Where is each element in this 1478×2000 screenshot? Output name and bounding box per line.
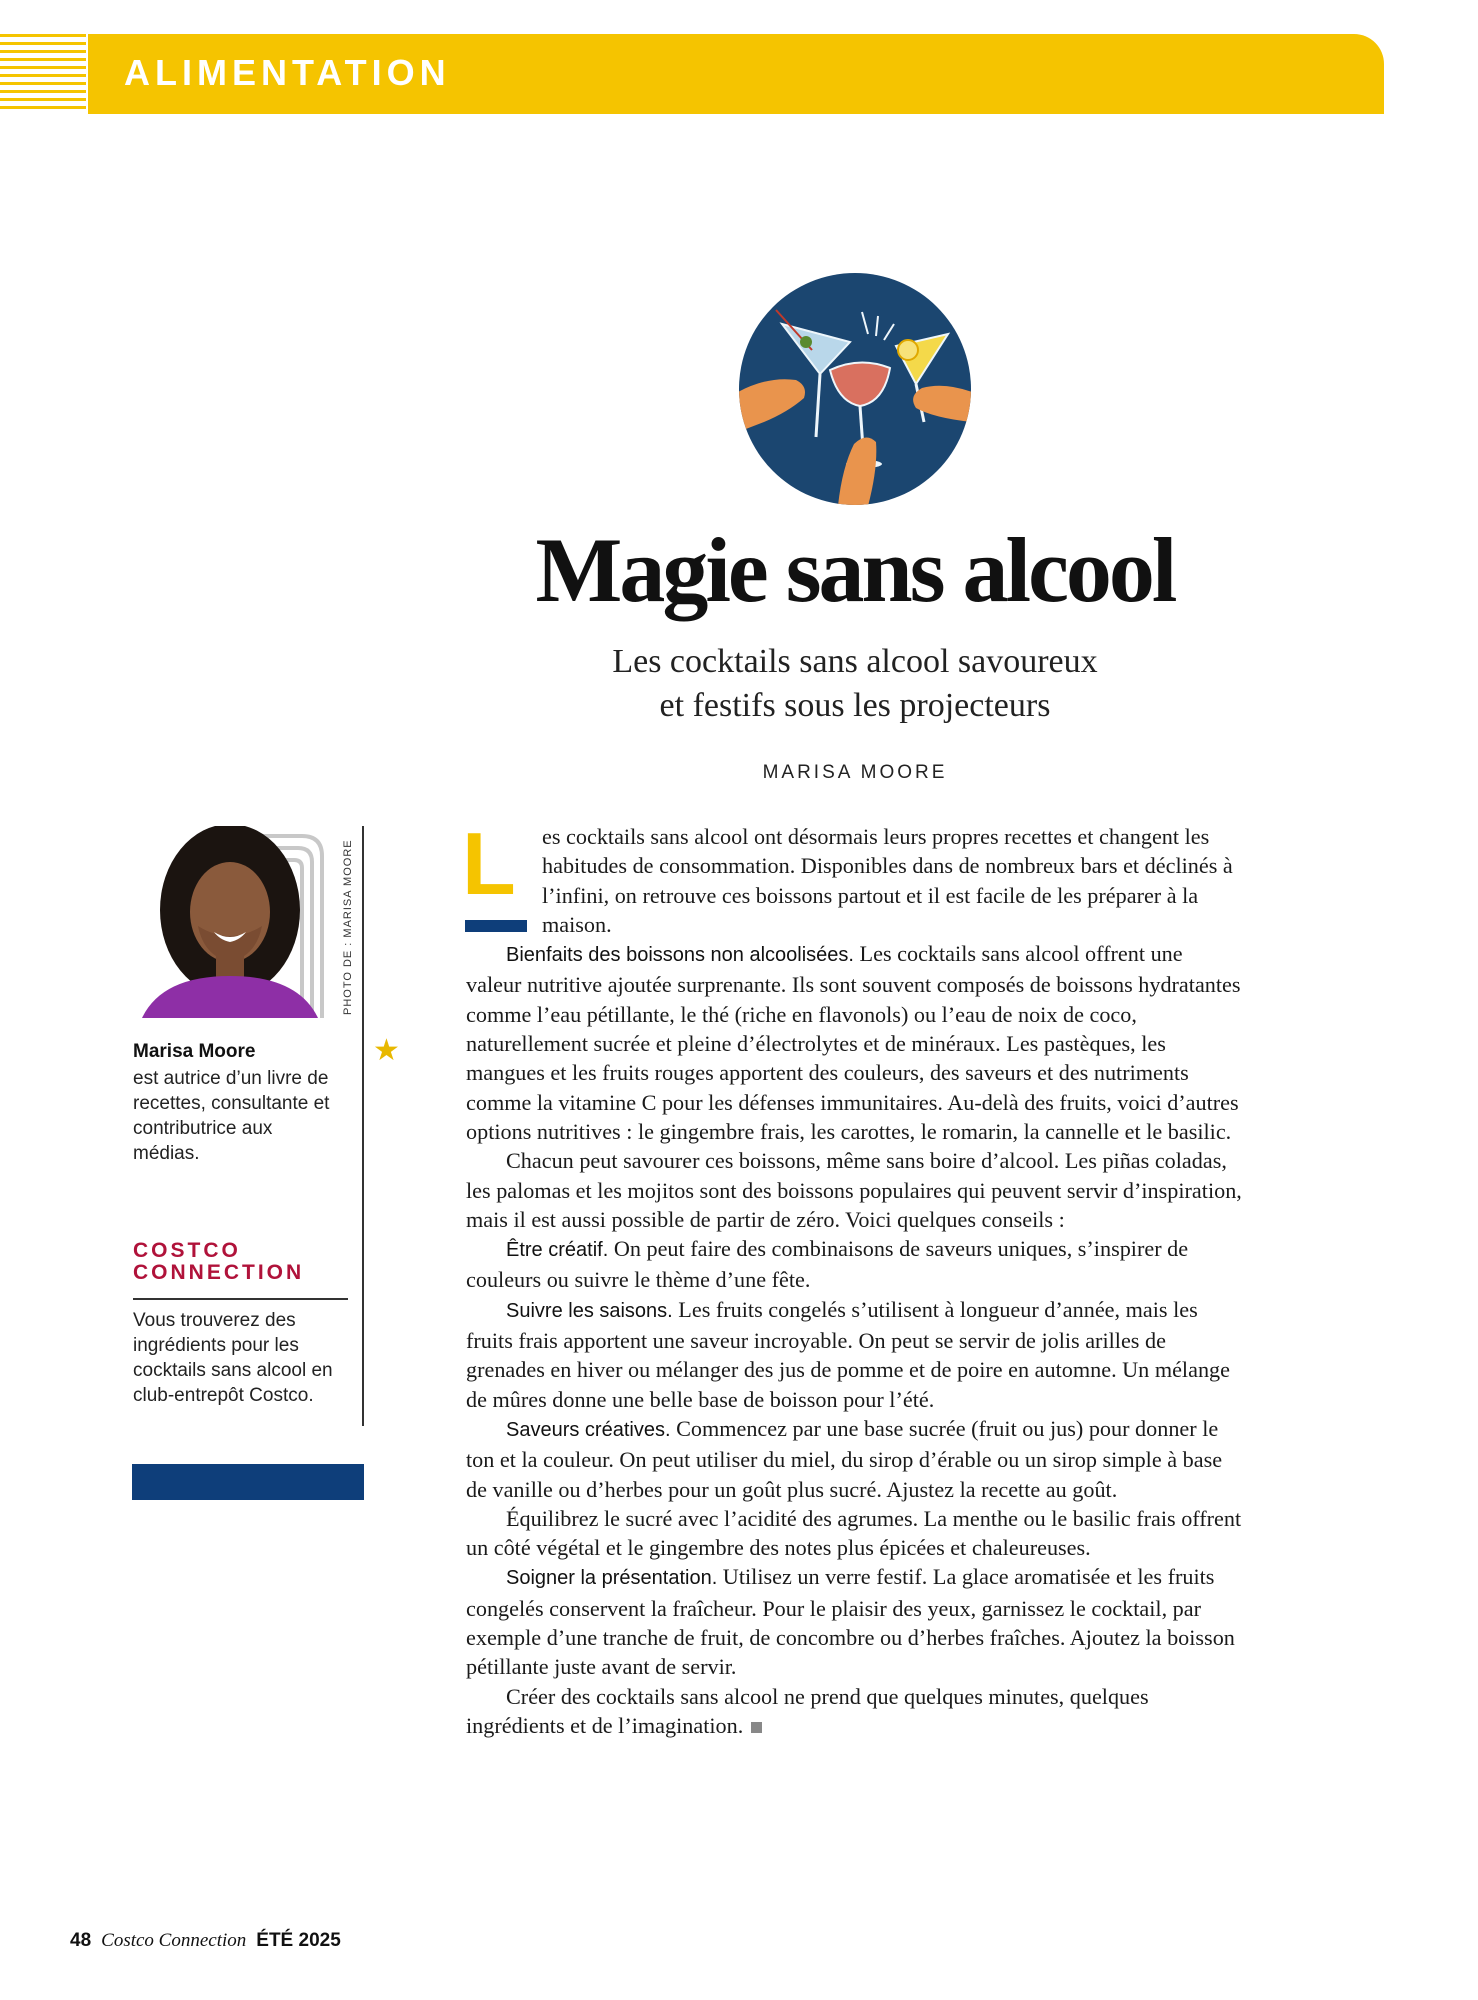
paragraph-text: es cocktails sans alcool ont désormais leurs propres recettes et changent les habitudes de consommation. Disponibles dans de nombreux bars et déclinés à l’infini, on retrouve ces boissons partout et il est facile de les préparer à la maison. <box>542 824 1233 937</box>
article-byline: MARISA MOORE <box>762 762 948 783</box>
paragraph-heading: Être créatif. <box>506 1239 609 1262</box>
body-paragraph <box>466 1504 1242 1563</box>
body-paragraph <box>466 939 1242 1146</box>
drop-cap-bar <box>465 920 527 932</box>
issue-label: ÉTÉ 2025 <box>256 1930 341 1951</box>
section-label: ALIMENTATION <box>124 52 451 93</box>
paragraph-heading: Bienfaits des boissons non alcoolisées. <box>506 944 854 967</box>
costco-connection-heading <box>133 1240 353 1284</box>
paragraph-text: Chacun peut savourer ces boissons, même sans boire d’alcool. Les piñas coladas, les palomas et les mojitos sont des boissons populaires qui peuvent servir d’inspiration, mais il est aussi possible de partir de zéro. Voici quelques conseils : <box>466 1148 1242 1232</box>
drop-cap: L <box>462 814 516 913</box>
page-number: 48 <box>70 1930 92 1951</box>
body-paragraph <box>466 1234 1242 1295</box>
author-name: Marisa Moore <box>133 1041 256 1062</box>
subtitle-line-1: Les cocktails sans alcool savoureux <box>612 643 1098 680</box>
magazine-name: Costco Connection <box>101 1930 247 1951</box>
paragraph-heading: Soigner la présentation. <box>506 1567 718 1590</box>
sidebar-navy-block <box>132 1464 364 1500</box>
cc-heading-line-1: COSTCO <box>133 1239 241 1262</box>
cc-heading-line-2: CONNECTION <box>133 1261 305 1284</box>
author-photo <box>132 826 328 1018</box>
paragraph-text: Les cocktails sans alcool offrent une valeur nutritive ajoutée surprenante. Ils sont souvent composés de boissons hydratantes comme l’eau pétillante, le thé (riche en flavonols) ou l’eau de noix de coco, naturellement sucrée et pleine d’électrolytes et de minéraux. Les pastèques, les mangues et les fruits rouges apportent des couleurs, des saveurs et des nutriments comme la vitamine C pour les défenses immunitaires. Au-delà des fruits, voici d’autres options nutritives : le gingembre frais, les carottes, le romarin, la cannelle et le basilic. <box>466 941 1241 1144</box>
sidebar-divider <box>362 826 364 1426</box>
article-title: Magie sans alcool <box>535 519 1175 621</box>
body-paragraph <box>466 822 1242 939</box>
body-paragraph <box>466 1414 1242 1504</box>
header-stripes <box>0 34 86 114</box>
article-body <box>462 814 1242 1740</box>
paragraph-heading: Suivre les saisons. <box>506 1299 673 1322</box>
subtitle-line-2: et festifs sous les projecteurs <box>659 687 1051 724</box>
body-paragraph <box>466 1146 1242 1234</box>
cc-divider <box>133 1298 348 1300</box>
body-paragraph <box>466 1682 1242 1741</box>
page-footer <box>70 1930 341 1952</box>
end-mark-icon <box>751 1722 762 1733</box>
photo-credit: PHOTO DE : MARISA MOORE <box>342 839 354 1015</box>
author-bio: est autrice d’un livre de recettes, consultante et contributrice aux médias. <box>133 1068 330 1164</box>
paragraph-text: Créer des cocktails sans alcool ne prend que quelques minutes, quelques ingrédients et de l’imagination. <box>466 1683 1149 1738</box>
paragraph-text: Équilibrez le sucré avec l’acidité des agrumes. La menthe ou le basilic frais offrent un côté végétal et le gingembre des notes plus épicées et chaleureuses. <box>466 1505 1242 1561</box>
paragraph-heading: Saveurs créatives. <box>506 1418 671 1441</box>
star-icon: ★ <box>373 1034 400 1067</box>
cocktail-toast-illustration-icon <box>738 272 972 506</box>
body-paragraph <box>466 1295 1242 1414</box>
paragraph-text: On peut faire des combinaisons de saveurs uniques, s’inspirer de couleurs ou suivre le thème d’une fête. <box>466 1236 1189 1293</box>
paragraph-text: Utilisez un verre festif. La glace aromatisée et les fruits congelés conservent la fraîcheur. Pour le plaisir des yeux, garnissez le cocktail, par exemple d’une tranche de fruit, de concombre ou d’herbes fraîches. Ajoutez la boisson pétillante juste avant de servir. <box>466 1564 1235 1680</box>
article-subtitle <box>500 640 1210 728</box>
paragraph-text: Commencez par une base sucrée (fruit ou jus) pour donner le ton et la couleur. On peut utiliser du miel, du sirop d’érable ou un sirop simple à base de vanille ou d’herbes pour un goût plus sucré. Ajustez la recette au goût. <box>466 1415 1223 1502</box>
paragraph-text: Les fruits congelés s’utilisent à longueur d’année, mais les fruits frais apportent une saveur incroyable. On peut se servir de jolis arilles de grenades en hiver ou mélanger des jus de pomme et de poire en automne. Un mélange de mûres donne une belle base de boisson pour l’été. <box>466 1296 1230 1412</box>
body-paragraph <box>466 1562 1242 1681</box>
costco-connection-text: Vous trouverez des ingrédients pour les cocktails sans alcool en club-entrepôt Costco. <box>133 1310 333 1406</box>
